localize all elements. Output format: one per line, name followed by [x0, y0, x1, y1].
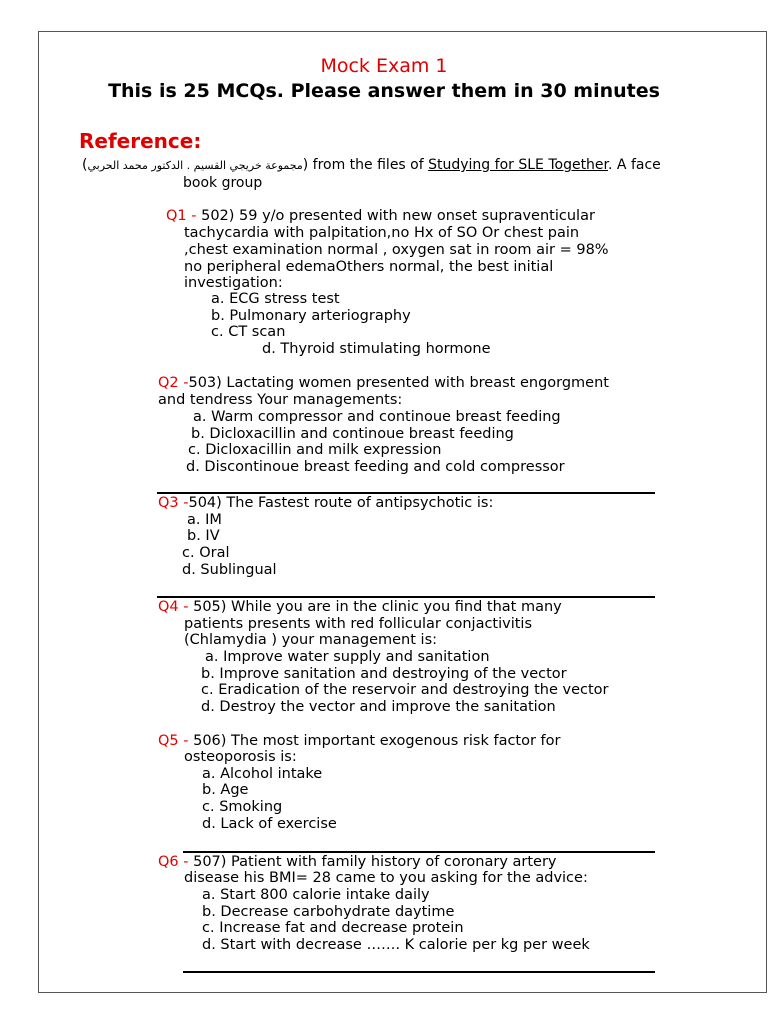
- option-a: a. IM: [187, 512, 222, 528]
- divider: [183, 971, 655, 973]
- question-number: Q1 -: [166, 208, 202, 224]
- question-2-line-1: Q2 -503) Lactating women presented with breast engorgment: [158, 375, 609, 391]
- question-1-line-5: investigation:: [184, 275, 283, 291]
- question-4-line-1: Q4 - 505) While you are in the clinic you find that many: [158, 599, 562, 615]
- question-number: Q6 -: [158, 854, 194, 870]
- option-a: a. Alcohol intake: [202, 766, 323, 782]
- divider: [157, 596, 655, 598]
- exam-title: Mock Exam 1: [320, 55, 448, 77]
- question-1-line-3: ,chest examination normal , oxygen sat in room air = 98%: [184, 242, 609, 258]
- option-c: c. Smoking: [202, 799, 283, 815]
- question-number: Q4 -: [158, 599, 194, 615]
- question-6-line-1: Q6 - 507) Patient with family history of coronary artery: [158, 854, 557, 870]
- option-d: d. Thyroid stimulating hormone: [262, 341, 491, 357]
- option-b: b. Decrease carbohydrate daytime: [202, 904, 455, 920]
- question-5-line-1: Q5 - 506) The most important exogenous risk factor for: [158, 733, 561, 749]
- divider: [183, 851, 655, 853]
- reference-link[interactable]: Studying for SLE Together: [428, 157, 609, 173]
- question-2-line-2: and tendress Your managements:: [158, 392, 403, 408]
- question-4-line-2: patients presents with red follicular conjactivitis: [184, 616, 533, 632]
- option-c: c. Oral: [182, 545, 230, 561]
- option-c: c. CT scan: [211, 324, 286, 340]
- option-b: b. Pulmonary arteriography: [211, 308, 411, 324]
- divider: [157, 492, 655, 494]
- reference-source-line-2: book group: [183, 175, 263, 191]
- page-border: [38, 31, 767, 993]
- option-a: a. ECG stress test: [211, 291, 340, 307]
- option-b: b. Dicloxacillin and continoue breast feeding: [191, 426, 514, 442]
- question-6-line-2: disease his BMI= 28 came to you asking for the advice:: [184, 870, 588, 886]
- exam-subtitle: This is 25 MCQs. Please answer them in 30 minutes: [108, 80, 660, 102]
- arabic-open-paren: (: [82, 157, 88, 173]
- question-1-line-4: no peripheral edemaOthers normal, the best initial: [184, 259, 554, 275]
- option-a: a. Warm compressor and continoue breast feeding: [193, 409, 561, 425]
- option-a: a. Improve water supply and sanitation: [205, 649, 490, 665]
- option-c: c. Dicloxacillin and milk expression: [188, 442, 442, 458]
- question-1-line-2: tachycardia with palpitation,no Hx of SO Or chest pain: [184, 225, 580, 241]
- question-4-line-3: (Chlamydia ) your management is:: [184, 632, 438, 648]
- arabic-close-paren: ): [302, 157, 309, 173]
- question-1-line-1: Q1 - 502) 59 y/o presented with new onset supraventicular: [166, 208, 595, 224]
- question-number: Q3 -: [158, 495, 189, 511]
- option-b: b. Age: [202, 782, 249, 798]
- option-d: d. Sublingual: [182, 562, 277, 578]
- option-c: c. Eradication of the reservoir and destroying the vector: [201, 682, 609, 698]
- option-d: d. Discontinoue breast feeding and cold compressor: [186, 459, 565, 475]
- option-b: b. Improve sanitation and destroying of the vector: [201, 666, 567, 682]
- question-number: Q5 -: [158, 733, 194, 749]
- question-3-line-1: Q3 -504) The Fastest route of antipsychotic is:: [158, 495, 494, 511]
- arabic-group-name: مجموعة خريجي القسيم . الدكتور محمد الحربي: [87, 159, 303, 172]
- reference-after-link: . A face: [608, 157, 661, 173]
- option-d: d. Lack of exercise: [202, 816, 337, 832]
- option-b: b. IV: [187, 528, 220, 544]
- reference-from-text: from the files of: [308, 157, 429, 173]
- option-c: c. Increase fat and decrease protein: [202, 920, 464, 936]
- option-d: d. Start with decrease ……. K calorie per kg per week: [202, 937, 590, 953]
- option-a: a. Start 800 calorie intake daily: [202, 887, 430, 903]
- reference-heading: Reference:: [79, 129, 202, 153]
- option-d: d. Destroy the vector and improve the sanitation: [201, 699, 556, 715]
- reference-source-line: [82, 157, 661, 173]
- question-number: Q2 -: [158, 375, 189, 391]
- question-5-line-2: osteoporosis is:: [184, 749, 297, 765]
